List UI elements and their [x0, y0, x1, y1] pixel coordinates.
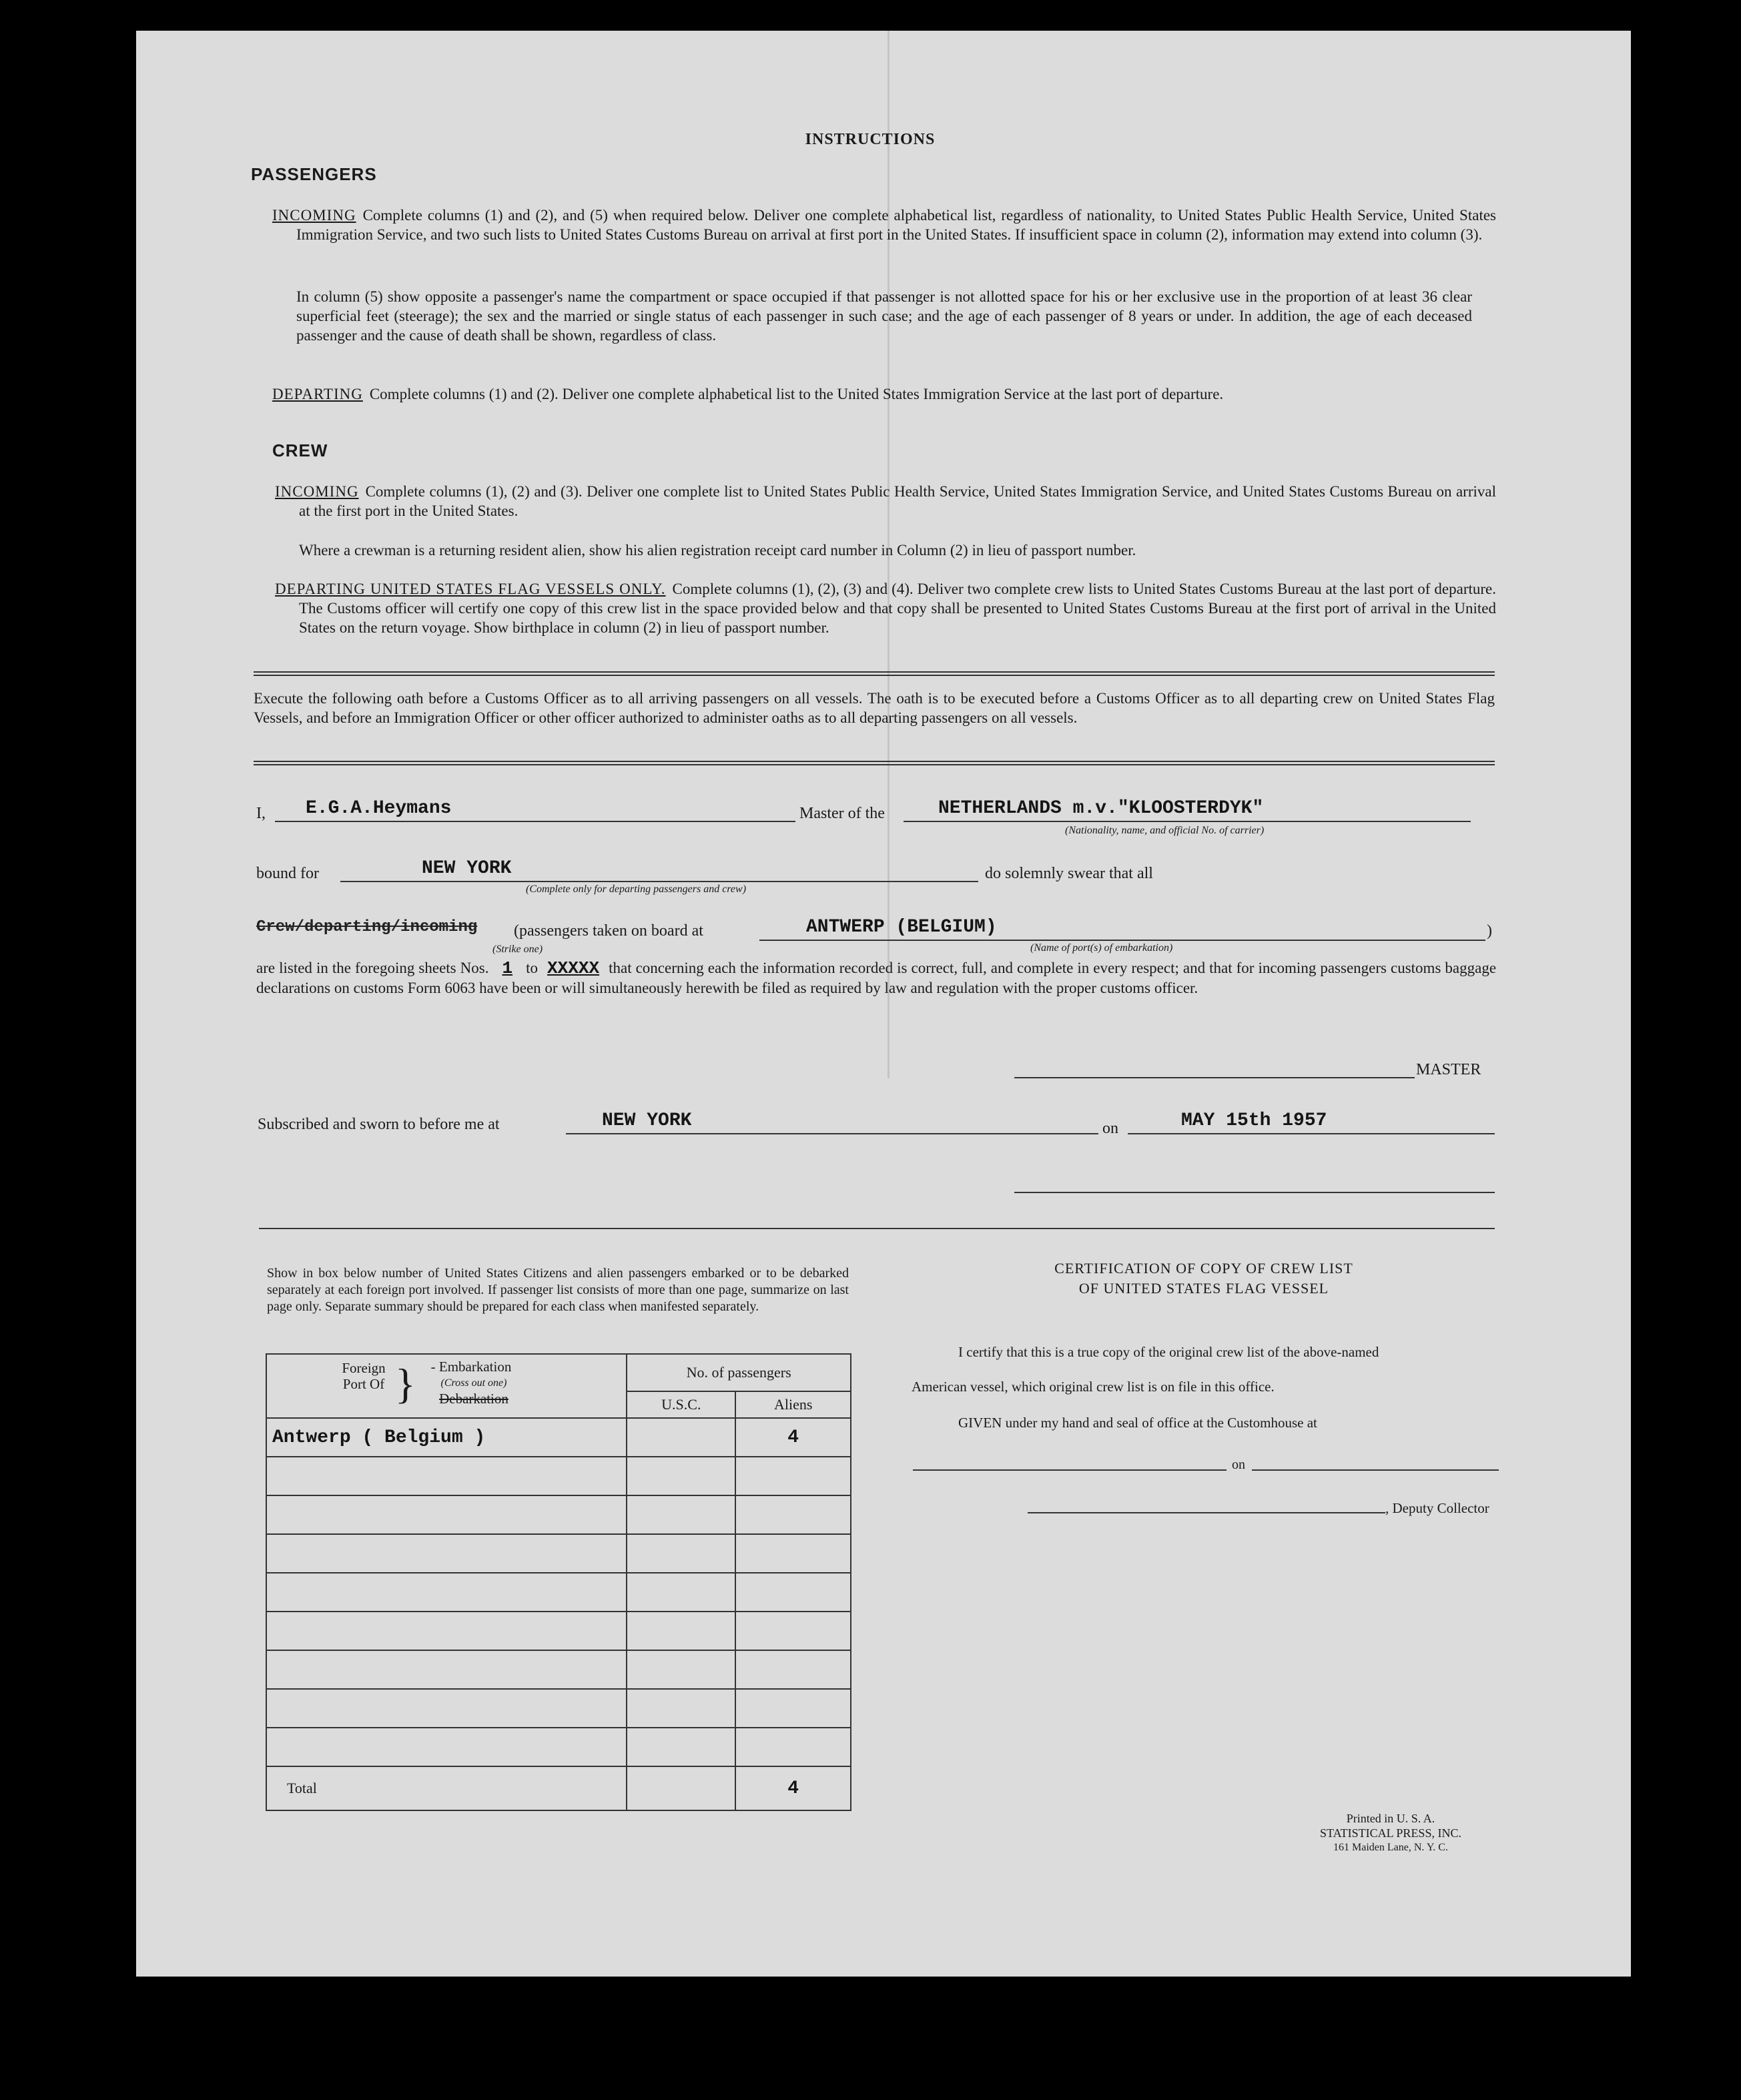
printer-line-1: Printed in U. S. A.: [1346, 1812, 1435, 1825]
crew-incoming-paragraph: [275, 482, 1496, 520]
master-signature-line: [1014, 1077, 1415, 1078]
oath-instruction: Execute the following oath before a Customs Officer as to all arriving passengers on all vessels. The oath is to be executed before a Customs Officer as to all departing crew on United States Flag Vessels, and before an Immigration Officer or other officer authorized to administer oaths as to all departing passengers on all vessels.: [254, 690, 1495, 726]
port-caption: (Name of port(s) of embarkation): [1030, 942, 1173, 954]
total-aliens: 4: [735, 1766, 851, 1810]
master-of-label: Master of the: [799, 805, 885, 822]
brace-icon: }: [395, 1360, 416, 1407]
sworn-date-line: [1128, 1133, 1495, 1134]
sheet-from: 1: [502, 958, 513, 978]
summary-header-row: [266, 1354, 851, 1391]
no-passengers-header: No. of passengers: [627, 1354, 851, 1391]
strike-one-text: Crew/departing/incoming: [256, 918, 478, 936]
deputy-signature-line: [1028, 1512, 1385, 1513]
table-row: [266, 1573, 851, 1612]
deputy-collector-label: , Deputy Collector: [1385, 1500, 1489, 1516]
instructions-title: INSTRUCTIONS: [805, 131, 936, 148]
passenger-summary-table: [266, 1353, 851, 1811]
bound-for-line: [340, 881, 978, 882]
total-row: [266, 1766, 851, 1810]
passengers-taken-label: (passengers taken on board at: [514, 922, 703, 940]
master-name: E.G.A.Heymans: [306, 798, 452, 819]
passengers-departing-paragraph: [272, 384, 1496, 404]
vessel-name: NETHERLANDS m.v."KLOOSTERDYK": [938, 798, 1264, 819]
table-row: [266, 1495, 851, 1534]
certification-on-label: on: [1232, 1457, 1245, 1472]
table-row: [266, 1457, 851, 1495]
crew-incoming-text: Complete columns (1), (2) and (3). Deliver one complete list to United States Public Health Service, United States Immigration Service, and United States Customs Bureau on arrival at the first port in the United States.: [299, 483, 1496, 519]
solemnly-swear-label: do solemnly swear that all: [985, 865, 1153, 882]
table-row: [266, 1534, 851, 1573]
printer-imprint: [1291, 1811, 1491, 1855]
total-label: Total: [266, 1766, 627, 1810]
sworn-on-label: on: [1102, 1120, 1118, 1137]
strike-one-caption: (Strike one): [492, 944, 543, 955]
table-row: [266, 1689, 851, 1728]
debarkation-label: Debarkation: [439, 1391, 508, 1407]
table-row: [266, 1728, 851, 1766]
form-page: [136, 31, 1631, 1977]
passengers-departing-label: DEPARTING: [272, 386, 363, 402]
aliens-header: Aliens: [735, 1391, 851, 1418]
vessel-caption: (Nationality, name, and official No. of carrier): [1065, 825, 1265, 836]
column5-paragraph: In column (5) show opposite a passenger's name the compartment or space occupied if that passenger is not allotted space for his or her exclusive use in the proportion of at least 36 clear superficial feet (steerage); the sex and the married or single status of each passenger in such case; and the age of each passenger of 8 years or under. In addition, the age of each deceased passenger and the cause of death shall be shown, regardless of class.: [296, 288, 1472, 344]
subscribed-label: Subscribed and sworn to before me at: [258, 1116, 500, 1133]
printer-line-2: STATISTICAL PRESS, INC.: [1320, 1826, 1461, 1840]
summary-note: Show in box below number of United States Citizens and alien passengers embarked or to be debarked separately at each foreign port involved. If passenger list consists of more than one page, summarize on last page only. Separate summary should be prepared for each class when manifested separately.: [267, 1266, 849, 1314]
bound-for-value: NEW YORK: [422, 858, 512, 879]
foreign-port-label: Foreign Port Of: [342, 1360, 386, 1392]
table-row: [266, 1650, 851, 1689]
certify-line-1: I certify that this is a true copy of the original crew list of the above-named: [958, 1344, 1379, 1360]
divider-2: [254, 761, 1495, 765]
customhouse-line: [913, 1469, 1227, 1471]
bound-for-caption: (Complete only for departing passengers and crew): [526, 884, 747, 895]
row-aliens: 4: [735, 1418, 851, 1457]
divider-3: [259, 1228, 1495, 1229]
master-label: MASTER: [1416, 1061, 1481, 1078]
crew-departing-paragraph: [275, 579, 1496, 637]
given-text: GIVEN under my hand and seal of office at the Customhouse at: [958, 1415, 1317, 1431]
certification-date-line: [1252, 1469, 1499, 1471]
total-usc: [627, 1766, 735, 1810]
embarkation-port: ANTWERP (BELGIUM): [806, 917, 997, 938]
master-name-line: [275, 821, 795, 822]
crew-departing-text: Complete columns (1), (2), (3) and (4). Deliver two complete crew lists to United States Customs Bureau at the last port of departure. The Customs officer will certify one copy of this crew list in the space provided below and that copy shall be presented to United States Customs Bureau at the first port of arrival in the United States on the return voyage. Show birthplace in column (2) in lieu of passport number.: [299, 581, 1496, 636]
listed-rest: that concerning each the information recorded is correct, full, and complete in every respect; and that for incoming passengers customs baggage declarations on customs Form 6063 have been or will simultaneously herewith be filed as required by law and regulation with the proper customs officer.: [256, 960, 1497, 996]
listed-label: are listed in the foregoing sheets Nos.: [256, 960, 489, 976]
passengers-incoming-text: Complete columns (1) and (2), and (5) when required below. Deliver one complete alphabetical list, regardless of nationality, to United States Public Health Service, United States Immigration Service, and two such lists to United States Customs Bureau on arrival at first port in the United States. If insufficient space in column (2), information may extend into column (3).: [296, 207, 1496, 243]
passengers-heading: PASSENGERS: [251, 164, 377, 184]
listed-paragraph: [256, 958, 1496, 998]
vessel-line: [904, 821, 1471, 822]
crew-incoming-label: INCOMING: [275, 483, 359, 500]
sworn-place-line: [566, 1133, 1098, 1134]
embarkation-label: - Embarkation: [430, 1359, 512, 1375]
row-usc: [627, 1418, 735, 1457]
row-port: Antwerp ( Belgium ): [266, 1418, 627, 1457]
port-line: [759, 940, 1485, 941]
divider-1: [254, 671, 1495, 676]
table-row: [266, 1612, 851, 1650]
usc-header: U.S.C.: [627, 1391, 735, 1418]
passengers-incoming-paragraph: [272, 206, 1496, 244]
close-paren: ): [1487, 922, 1492, 940]
certification-title-1: CERTIFICATION OF COPY OF CREW LIST: [1054, 1260, 1353, 1277]
sworn-place: NEW YORK: [602, 1110, 692, 1131]
passengers-incoming-label: INCOMING: [272, 207, 356, 224]
foreign-port-header: [266, 1354, 627, 1418]
printer-line-3: 161 Maiden Lane, N. Y. C.: [1333, 1842, 1448, 1853]
crew-departing-label: DEPARTING UNITED STATES FLAG VESSELS ONLY.: [275, 581, 666, 597]
bound-for-label: bound for: [256, 865, 319, 882]
cross-out-caption: (Cross out one): [440, 1377, 507, 1389]
crew-resident-paragraph: Where a crewman is a returning resident alien, show his alien registration receipt card number in Column (2) in lieu of passport number.: [299, 542, 1136, 559]
oath-i-label: I,: [256, 805, 266, 822]
crew-heading: CREW: [272, 440, 328, 460]
table-row: [266, 1418, 851, 1457]
passengers-departing-text: Complete columns (1) and (2). Deliver one complete alphabetical list to the United States Immigration Service at the last port of departure.: [369, 386, 1224, 402]
certify-line-2: American vessel, which original crew list is on file in this office.: [912, 1379, 1275, 1395]
sheet-to: XXXXX: [547, 958, 600, 978]
certification-title-2: OF UNITED STATES FLAG VESSEL: [1078, 1280, 1329, 1297]
officer-signature-line: [1014, 1192, 1495, 1193]
sworn-date: MAY 15th 1957: [1181, 1110, 1327, 1131]
to-label: to: [526, 960, 539, 976]
